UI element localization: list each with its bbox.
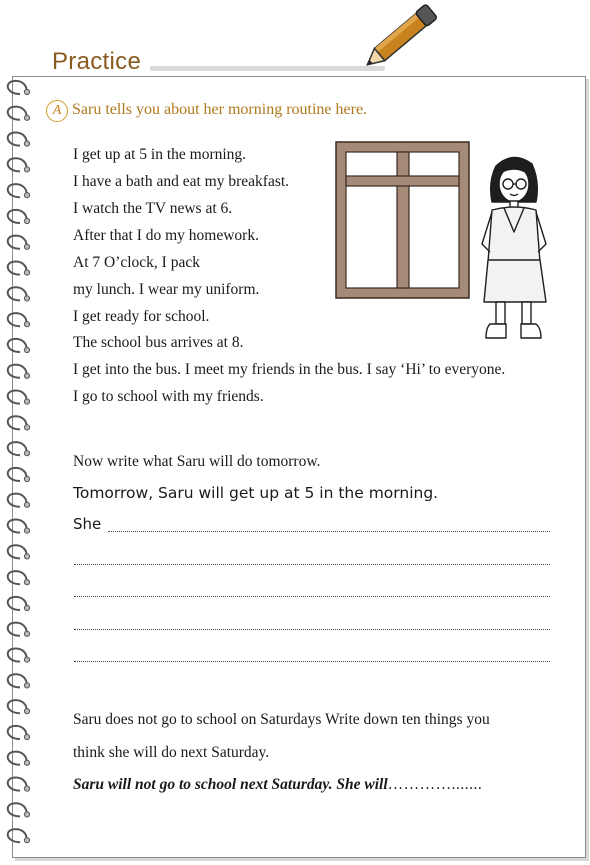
spiral-ring <box>8 313 30 327</box>
routine-line: I go to school with my friends. <box>73 388 264 405</box>
routine-line: I have a bath and eat my breakfast. <box>73 173 290 190</box>
spiral-ring <box>8 597 30 611</box>
saturday-answer-dots[interactable]: …………....... <box>387 776 483 793</box>
spiral-ring <box>8 752 30 766</box>
spiral-ring <box>8 829 30 843</box>
spiral-ring <box>8 442 30 456</box>
saturday-prompt: Saru does not go to school on Saturdays Write down ten things you <box>73 711 490 728</box>
spiral-ring <box>8 571 30 585</box>
spiral-ring <box>8 107 30 121</box>
heading-underline <box>150 66 385 71</box>
spiral-ring <box>8 261 30 275</box>
spiral-ring <box>8 674 30 688</box>
she-label: She <box>73 515 102 533</box>
spiral-ring <box>8 494 30 508</box>
spiral-ring <box>8 390 30 404</box>
routine-line: I get into the bus. I meet my friends in the bus. I say ‘Hi’ to everyone. <box>73 361 506 378</box>
answer-line[interactable] <box>74 596 550 597</box>
answer-line[interactable] <box>108 531 550 532</box>
answer-line[interactable] <box>74 661 550 662</box>
spiral-ring <box>8 519 30 533</box>
spiral-ring <box>8 158 30 172</box>
routine-line: I watch the TV news at 6. <box>73 200 233 217</box>
girl-illustration <box>468 152 558 350</box>
instruction-text: Saru tells you about her morning routine here. <box>72 101 368 118</box>
routine-line: At 7 O’clock, I pack <box>73 254 200 271</box>
pencil-icon <box>355 0 445 80</box>
window-illustration <box>334 140 471 300</box>
spiral-ring <box>8 81 30 95</box>
routine-line: The school bus arrives at 8. <box>73 334 244 351</box>
spiral-ring <box>8 132 30 146</box>
spiral-ring <box>8 648 30 662</box>
write-prompt: Now write what Saru will do tomorrow. <box>73 453 321 470</box>
routine-line: I get up at 5 in the morning. <box>73 146 247 163</box>
answer-line[interactable] <box>74 629 550 630</box>
section-label: A <box>46 100 68 122</box>
spiral-ring <box>8 210 30 224</box>
routine-line: After that I do my homework. <box>73 227 259 244</box>
saturday-starter <box>73 776 482 794</box>
spiral-ring <box>8 287 30 301</box>
spiral-ring <box>8 184 30 198</box>
spiral-ring <box>8 236 30 250</box>
spiral-binding <box>0 78 40 858</box>
example-sentence: Tomorrow, Saru will get up at 5 in the morning. <box>73 484 439 502</box>
spiral-ring <box>8 726 30 740</box>
spiral-ring <box>8 365 30 379</box>
spiral-ring <box>8 416 30 430</box>
spiral-ring <box>8 468 30 482</box>
saturday-starter-text: Saru will not go to school next Saturday. She will <box>73 776 388 793</box>
page-heading: Practice <box>52 48 142 75</box>
spiral-ring <box>8 700 30 714</box>
answer-line[interactable] <box>74 564 550 565</box>
routine-line: my lunch. I wear my uniform. <box>73 281 260 298</box>
spiral-ring <box>8 339 30 353</box>
saturday-prompt: think she will do next Saturday. <box>73 744 270 761</box>
spiral-ring <box>8 803 30 817</box>
spiral-ring <box>8 623 30 637</box>
routine-line: I get ready for school. <box>73 308 210 325</box>
spiral-ring <box>8 545 30 559</box>
spiral-ring <box>8 777 30 791</box>
